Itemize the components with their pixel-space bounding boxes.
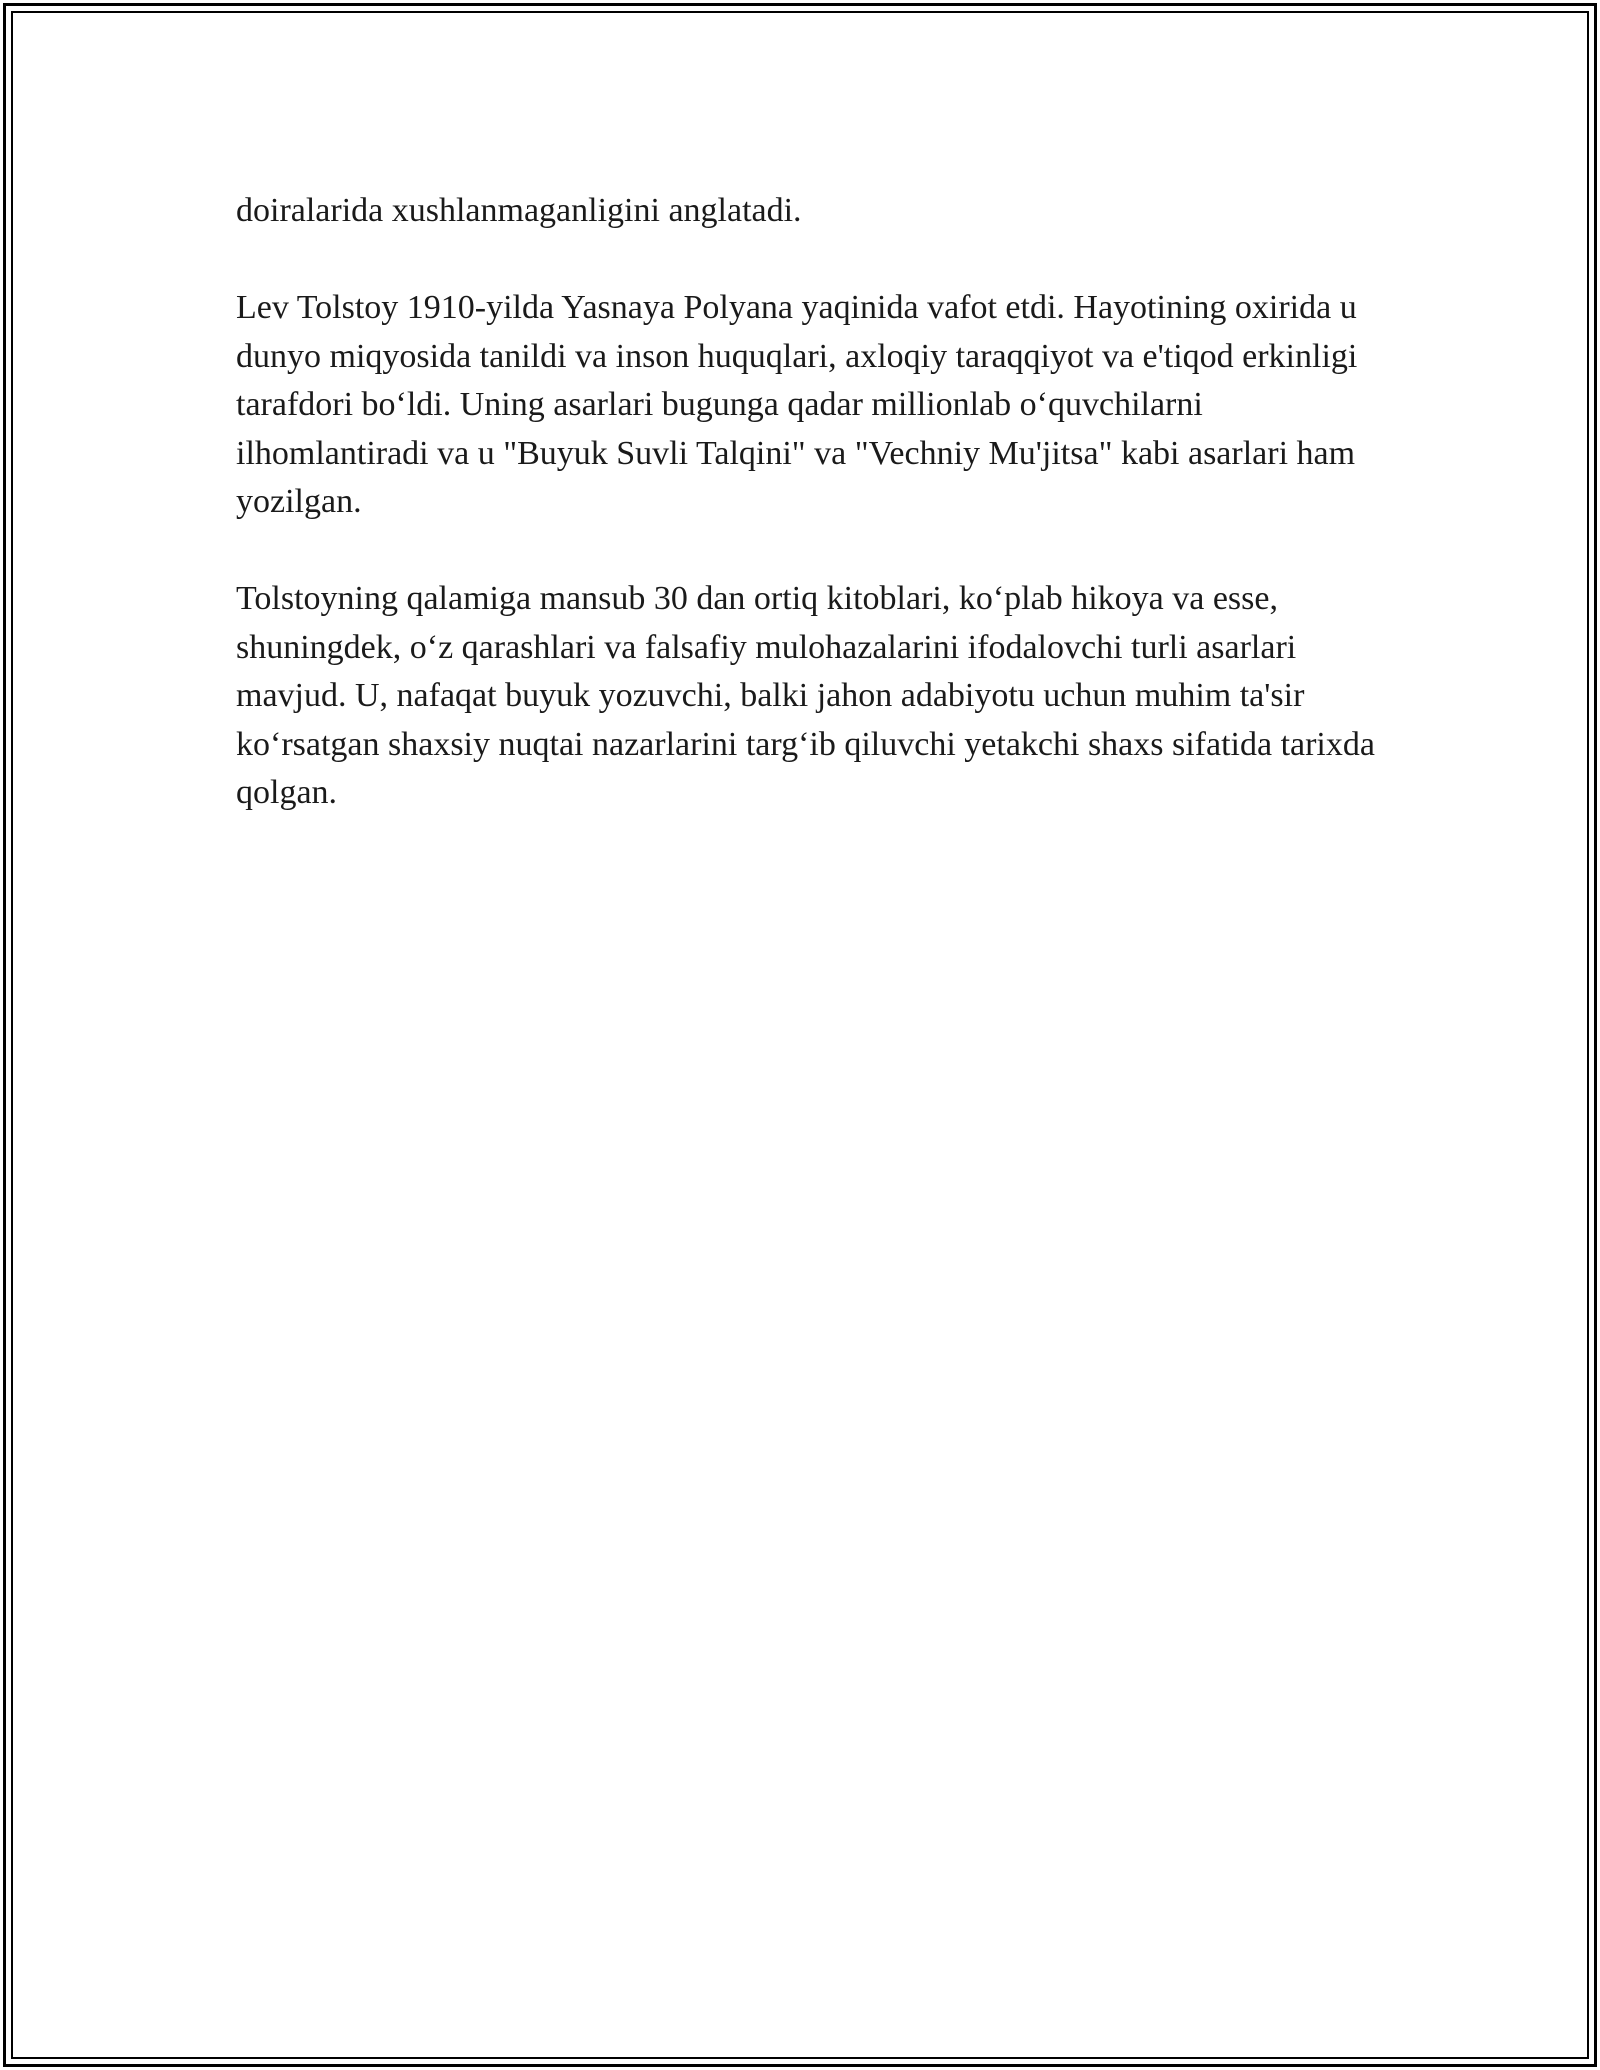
paragraph-1: doiralarida xushlanmaganligini anglatadi. xyxy=(236,192,802,229)
paragraph-3: Tolstoyning qalamiga mansub 30 dan ortiq kitoblari, ko‘plab hikoya va esse, shuningdek, o‘z qarashlari va falsafiy mulohazalarini ifodalovchi turli asarlari mavjud. U, nafaqat buyuk yozuvchi, balki jahon adabiyotu uchun muhim ta'sir ko‘rsatgan shaxsiy nuqtai nazarlarini targ‘ib qiluvchi yetakchi shaxs sifatida tarixda qolgan. xyxy=(236,580,1375,811)
paragraph-2: Lev Tolstoy 1910-yilda Yasnaya Polyana yaqinida vafot etdi. Hayotining oxirida u dunyo miqyosida tanildi va inson huquqlari, axloqiy taraqqiyot va e'tiqod erkinligi tarafdori bo‘ldi. Uning asarlari bugunga qadar millionlab o‘quvchilarni ilhomlantiradi va u "Buyuk Suvli Talqini" va "Vechniy Mu'jitsa" kabi asarlari ham yozilgan. xyxy=(236,289,1358,520)
document-body xyxy=(236,187,1396,866)
